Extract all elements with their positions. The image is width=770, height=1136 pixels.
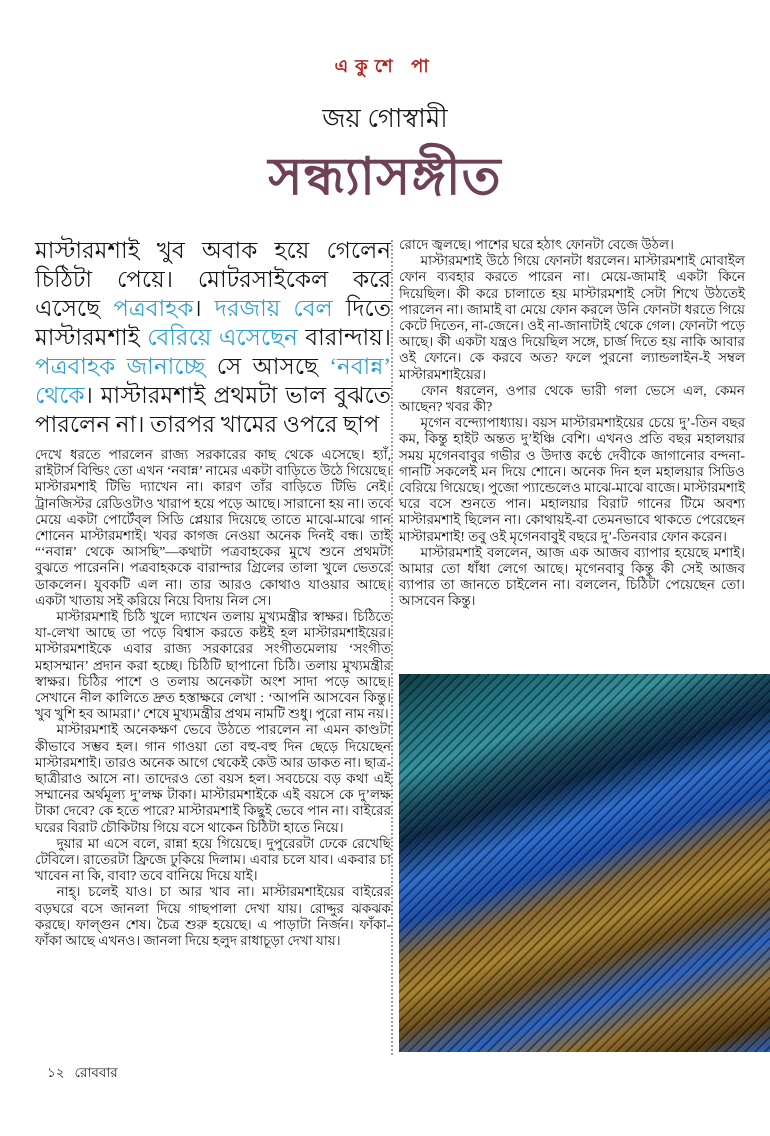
body-paragraph: ফোন ধরলেন, ওপার থেকে ভারী গলা ভেসে এল, কেমন আছেন? খবর কী? bbox=[399, 382, 745, 415]
peacock-feather-photo bbox=[399, 674, 770, 1052]
left-column bbox=[35, 236, 391, 949]
lead-segment-highlight: বেরিয়ে এসেছেন bbox=[147, 325, 298, 350]
lead-segment: দিতে মাস্টারমশাই bbox=[35, 296, 391, 350]
lead-segment: বারান্দায়। bbox=[297, 325, 391, 350]
lead-segment-highlight: ‘নবান্ন’ থেকে bbox=[35, 354, 391, 408]
lead-segment: । bbox=[193, 296, 215, 321]
body-paragraph: মাস্টারমশাই চিঠি খুলে দ্যাখেন তলায় মুখ্যমন্ত্রীর স্বাক্ষর। চিঠিতে যা-লেখা আছে তা পড়ে বিশ্বাস করতে কষ্টই হল মাস্টারমশাইয়ের। মাস্টারমশাইকে এবার রাজ্য সরকারের সংগীতমেলায় ‘সংগীত মহাসম্মান’ প্রদান করা হচ্ছে। চিঠিটি ছাপানো চিঠি। তলায় মুখ্যমন্ত্রীর স্বাক্ষর। চিঠির পাশে ও তলায় অনেকটা অংশ সাদা পড়ে আছে। সেখানে নীল কালিতে দ্রুত হস্তাক্ষরে লেখা : ‘আপনি আসবেন কিন্তু। খুব খুশি হব আমরা।’ শেষে মুখ্যমন্ত্রীর প্রথম নামটি শুধু। পুরো নাম নয়। bbox=[35, 609, 391, 722]
author-name: জয় গোস্বামী bbox=[322, 104, 448, 133]
body-paragraph: দেখে ধরতে পারলেন রাজ্য সরকারের কাছ থেকে এসেছে। হ্যাঁ, রাইটার্স বিল্ডিং তো এখন ‘নবান্ন’ নামের একটা বাড়িতে উঠে গিয়েছে। মাস্টারমশাই টিভি দ্যাখেন না। কারণ তাঁর বাড়িতে টিভি নেই। ট্রানজিস্টর রেডিওটাও খারাপ হয়ে পড়ে আছে। সারানো হয় না। তবে মেয়ে একটা পোর্টেব্‌ল সিডি প্লেয়ার দিয়েছে তাতে মাঝে-মাঝে গান শোনেন মাস্টারমশাই। খবর কাগজ নেওয়া অনেক দিনই বন্ধ। তাই “‘নবান্ন’ থেকে আসছি”—কথাটা পত্রবাহকের মুখে শুনে প্রথমটা বুঝতে পারেননি। পত্রবাহককে বারান্দার গ্রিলের তালা খুলে ভেতরে ডাকলেন। যুবকটি এল না। তার আরও কোথাও যাওয়ার আছে। একটা খাতায় সই করিয়ে নিয়ে বিদায় নিল সে। bbox=[35, 447, 391, 608]
lead-paragraph bbox=[35, 236, 391, 439]
lead-segment: । মাস্টারমশাই প্রথমটা ভাল বুঝতে পারলেন না। তারপর খামের ওপরে ছাপ bbox=[35, 383, 391, 437]
article-title: সন্ধ্যাসঙ্গীত bbox=[268, 149, 502, 206]
body-paragraph: মাস্টারমশাই বললেন, আজ এক আজব ব্যাপার হয়েছে মশাই। আমার তো ধাঁধা লেগে আছে। মৃগেনবাবু কিন্তু কী সেই আজব ব্যাপার তা জানতে চাইলেন না। বললেন, চিঠিটা পেয়েছেন তো। আসবেন কিন্তু। bbox=[399, 544, 745, 609]
lead-segment-highlight: দরজায় বেল bbox=[214, 296, 333, 321]
right-column bbox=[399, 237, 745, 610]
body-paragraph: রোদে জ্বলছে। পাশের ঘরে হঠাৎ ফোনটা বেজে উঠল। bbox=[399, 237, 674, 252]
body-paragraph: মাস্টারমশাই অনেকক্ষণ ভেবে উঠতে পারলেন না এমন কাণ্ডটা কীভাবে সম্ভব হল। গান গাওয়া তো বহু-বহু দিন ছেড়ে দিয়েছেন মাস্টারমশাই। তারও অনেক আগে থেকেই কেউ আর ডাকত না। ছাত্র-ছাত্রীরাও আসে না। তাদেরও তো বয়স হল। সবচেয়ে বড় কথা এই সম্মানের অর্থমূল্য দু’লক্ষ টাকা। মাস্টারমশাইকে এই বয়সে কে দু’লক্ষ টাকা দেবে? কে হতে পারে? মাস্টারমশাই কিছুই ভেবে পান না। বাইরের ঘরের বিরাট চৌকিটায় গিয়ে বসে থাকেন চিঠিটা হাতে নিয়ে। bbox=[35, 722, 391, 835]
body-paragraph: নাহ্‌। চলেই যাও। চা আর খাব না। মাস্টারমশাইয়ের বাইরের বড়ঘরে বসে জানলা দিয়ে গাছপালা দেখা যায়। রোদ্দুর ঝকঝক করছে। ফাল্গুন শেষ। চৈত্র শুরু হয়েছে। এ পাড়াটা নির্জন। ফাঁকা-ফাঁকা আছে এখনও। জানলা দিয়ে হলুদ রাধাচূড়া দেখা যায়। bbox=[35, 884, 391, 949]
lead-segment: মাস্টারমশাই খুব অবাক হয়ে গেলেন চিঠিটা পেয়ে। মোটরসাইকেল করে এসেছে bbox=[35, 238, 391, 321]
page-number: ১২ bbox=[47, 1065, 65, 1080]
lead-segment: সে আসছে bbox=[205, 354, 330, 379]
body-paragraph: দুয়ার মা এসে বলে, রান্না হয়ে গিয়েছে। দুপুরেরটা ঢেকে রেখেছি টেবিলে। রাতেরটা ফ্রিজে ঢুকিয়ে দিলাম। এবার চলে যাব। একবার চা খাবেন না কি, বাবা? তবে বানিয়ে দিয়ে যাই। bbox=[35, 835, 391, 884]
column-divider bbox=[391, 240, 393, 1055]
page-footer bbox=[47, 1062, 118, 1085]
magazine-name: রোববার bbox=[74, 1065, 118, 1080]
section-kicker: একুশে পা bbox=[334, 56, 436, 76]
lead-segment-highlight: পত্রবাহক জানাচ্ছে bbox=[35, 354, 206, 379]
body-paragraph: মাস্টারমশাই উঠে গিয়ে ফোনটা ধরলেন। মাস্টারমশাই মোবাইল ফোন ব্যবহার করতে পারেন না। মেয়ে-জামাই একটা কিনে দিয়েছিল। কী করে চালাতে হয় মাস্টারমশাই সেটা শিখে উঠতেই পারলেন না। জামাই বা মেয়ে ফোন করলে উনি ফোনটা ধরতে গিয়ে কেটে দিতেন, না-জেনে। ওই না-জানাটাই থেকে গেল। ফোনটা পড়ে আছে। কী একটা যন্ত্রও দিয়েছিল সঙ্গে, চার্জ দিতে হয় নাকি আবার ওই ফোনে। কে করবে অত? ফলে পুরনো ল্যান্ডলাইন-ই সম্বল মাস্টারমশাইয়ের। bbox=[399, 253, 745, 382]
body-paragraph: মৃগেন বন্দ্যোপাধ্যায়। বয়স মাস্টারমশাইয়ের চেয়ে দু’-তিন বছর কম, কিন্তু হাইট অন্তত দু’ইঞ্চি বেশি। এখনও প্রতি বছর মহালয়ার সময় মৃগেনবাবুর গভীর ও উদাত্ত কণ্ঠে দেবীকে জাগানোর বন্দনা-গানটি সকলেই মন দিয়ে শোনে। অনেক দিন হল মহালয়ার সিডিও বেরিয়ে গিয়েছে। পুজো প্যান্ডেলেও মাঝে-মাঝে বাজে। মাস্টারমশাই ঘরে বসে শুনতে পান। মহালয়ার বিরাট গানের টিমে অবশ্য মাস্টারমশাই ছিলেন না। কোথায়ই-বা তেমনভাবে থাকতে পেরেছেন মাস্টারমশাই! তবু ওই মৃগেনবাবুই বছরে দু’-তিনবার ফোন করেন। bbox=[399, 415, 745, 544]
lead-segment-highlight: পত্রবাহক bbox=[113, 296, 194, 321]
